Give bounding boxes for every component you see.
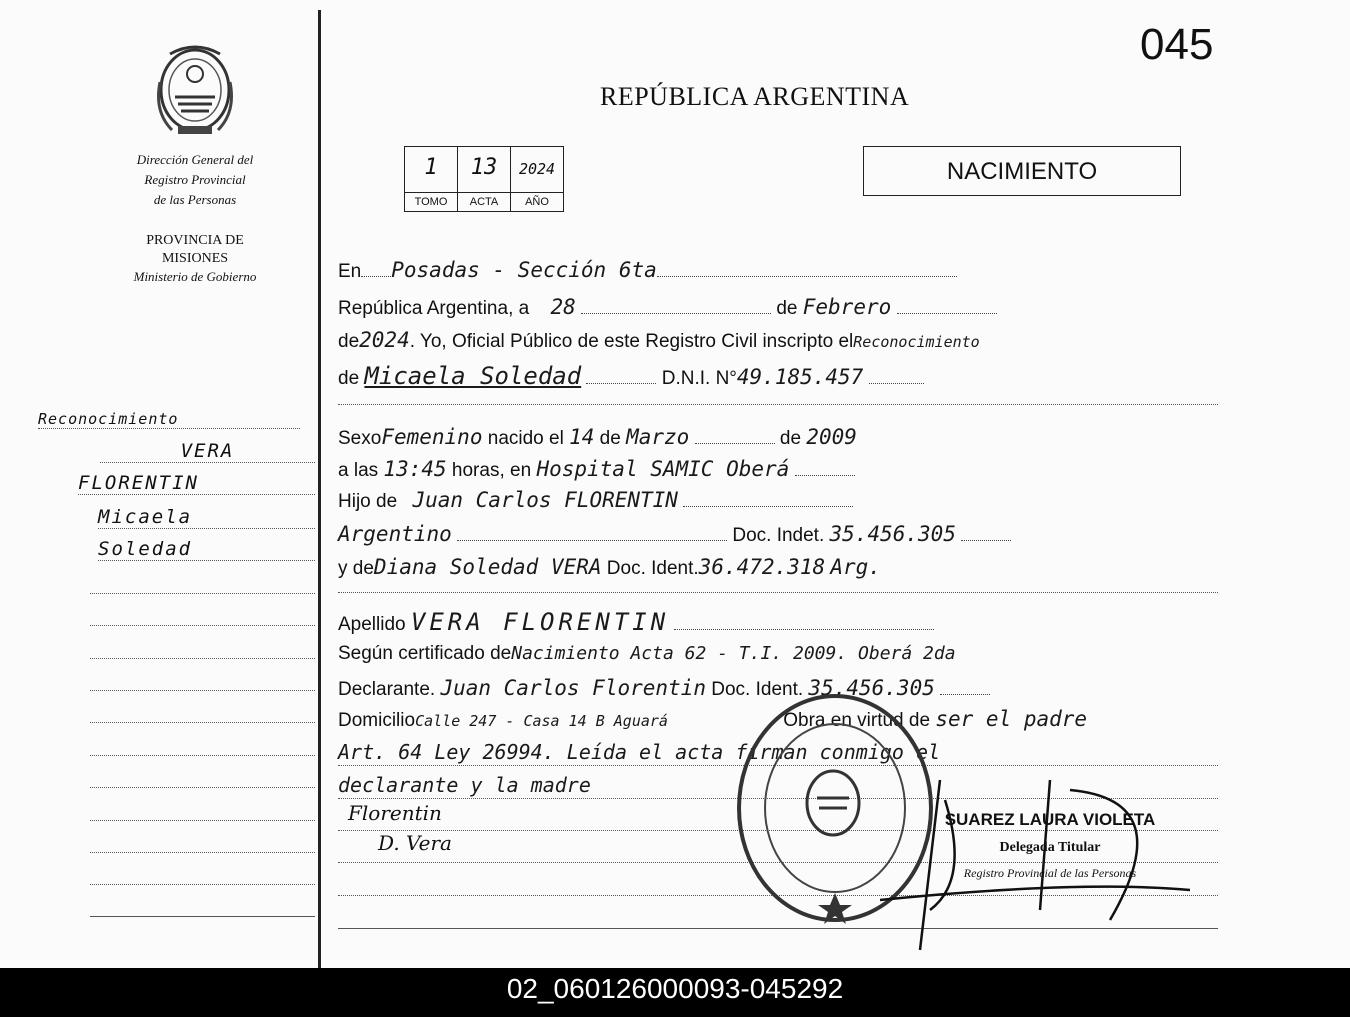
row-sexo	[338, 425, 857, 450]
apellido-value: VERA FLORENTIN	[410, 608, 670, 636]
org-line: Dirección General del	[136, 152, 254, 167]
margin-note: VERA	[100, 440, 315, 463]
body-dotted-line	[338, 404, 1218, 405]
nacido-label: nacido el	[487, 428, 564, 449]
row-father-doc	[338, 522, 1011, 547]
margin-dotted-line	[90, 593, 315, 594]
country-title: REPÚBLICA ARGENTINA	[600, 82, 910, 111]
birth-place: Hospital SAMIC Oberá	[536, 457, 790, 481]
tomo-value: 1	[424, 155, 438, 180]
birth-time: 13:45	[383, 457, 447, 481]
margin-dotted-line	[90, 755, 315, 756]
month-value: Febrero	[802, 295, 892, 319]
margin-dotted-line	[90, 787, 315, 788]
mother-doc: 36.472.318	[698, 555, 826, 579]
margin-dotted-line	[90, 625, 315, 626]
yo-text: . Yo, Oficial Público de este Registro Civil inscripto el	[409, 331, 854, 352]
scan-code-footer: 02_060126000093-045292	[0, 968, 1350, 1017]
doc-ident-label: Doc. Ident.	[606, 558, 699, 579]
sexo-value: Femenino	[381, 425, 483, 449]
provincial-seal-logo	[150, 42, 240, 138]
doc-indet-label: Doc. Indet.	[732, 525, 825, 546]
margin-dotted-line	[90, 722, 315, 723]
dni-value: 49.185.457	[736, 365, 864, 389]
org-line: de las Personas	[153, 192, 237, 207]
declarant-signature: Florentin	[348, 801, 442, 825]
declarante-doc: 35.456.305	[808, 676, 935, 700]
acta-cell	[458, 147, 511, 211]
mother-name: Diana Soledad VERA	[373, 555, 602, 579]
province-line: PROVINCIA DE	[146, 233, 244, 248]
alas-label: a las	[338, 460, 379, 481]
margin-note: Soledad	[98, 538, 315, 561]
segun-label: Según certificado de	[338, 643, 512, 664]
obra-label: Obra en virtud de	[783, 710, 931, 731]
body-dotted-line	[338, 592, 1218, 593]
official-org: Registro Provincial de las Personas	[963, 866, 1137, 880]
row-name	[338, 362, 924, 390]
birth-day: 14	[569, 425, 595, 449]
org-line: Registro Provincial	[144, 172, 246, 187]
de2-label: de	[338, 331, 360, 352]
name-value: Micaela Soledad	[364, 362, 582, 390]
father-name: Juan Carlos FLORENTIN	[412, 488, 678, 512]
declarante-value: Juan Carlos Florentin	[440, 676, 706, 700]
row-year	[338, 328, 980, 353]
domicilio-value: Calle 247 - Casa 14 B Aguará	[415, 712, 668, 730]
birth-year: 2009	[806, 425, 857, 449]
row-time	[338, 457, 855, 482]
de-label: de	[776, 298, 798, 319]
signatures	[348, 798, 452, 858]
de5-label: de	[779, 428, 802, 449]
notes-line-2: declarante y la madre	[338, 773, 591, 797]
row-apellido	[338, 608, 934, 636]
margin-note: FLORENTIN	[78, 472, 315, 495]
acta-label: ACTA	[458, 192, 510, 211]
anio-label: AÑO	[511, 192, 563, 211]
notes-line-1: Art. 64 Ley 26994. Leída el acta firman conmigo el	[338, 740, 941, 764]
official-role: Delegada Titular	[999, 840, 1101, 855]
row-certificado	[338, 643, 956, 665]
birth-month: Marzo	[626, 425, 690, 449]
margin-dotted-line	[90, 852, 315, 853]
anio-value: 2024	[518, 160, 556, 178]
province-block	[100, 232, 290, 286]
segun-value: Nacimiento Acta 62 - T.I. 2009. Oberá 2da	[511, 643, 956, 664]
row-date	[338, 295, 997, 320]
margin-note: Micaela	[98, 506, 315, 529]
margin-divider	[318, 10, 321, 968]
margin-dotted-line	[90, 884, 315, 885]
margin-dotted-line	[90, 916, 315, 917]
ministry-line: Ministerio de Gobierno	[133, 269, 257, 284]
tomo-cell	[405, 147, 458, 211]
yde-label: y de	[338, 558, 374, 579]
row-en	[338, 258, 957, 283]
org-name	[100, 150, 290, 210]
margin-dotted-line	[90, 690, 315, 691]
day-value: 28	[550, 295, 576, 319]
anio-cell	[511, 147, 563, 211]
inscripto-value: Reconocimiento	[853, 333, 980, 351]
en-value: Posadas - Sección 6ta	[391, 258, 657, 282]
margin-note: Reconocimiento	[38, 410, 300, 429]
year-value: 2024	[359, 328, 410, 352]
margin-dotted-line	[90, 820, 315, 821]
official-handwritten-signature	[880, 760, 1200, 960]
row-father	[338, 488, 853, 513]
record-number-table	[404, 146, 564, 212]
dni-label: D.N.I. N°	[661, 368, 737, 389]
obra-value: ser el padre	[935, 707, 1088, 731]
sexo-label: Sexo	[338, 428, 382, 449]
horas-label: horas, en	[451, 460, 532, 481]
father-nationality: Argentino	[338, 522, 452, 546]
domicilio-label: Domicilio	[338, 710, 416, 731]
row-domicilio	[338, 707, 1087, 732]
apellido-label: Apellido	[338, 614, 406, 635]
mother-nat: Arg.	[830, 555, 881, 579]
row-notes-2	[338, 773, 591, 798]
de4-label: de	[599, 428, 621, 449]
republica-label: República Argentina, a	[338, 298, 530, 319]
de3-label: de	[338, 368, 360, 389]
official-name: SUAREZ LAURA VIOLETA	[944, 810, 1156, 829]
declarante-label: Declarante.	[338, 679, 436, 700]
province-line: MISIONES	[161, 251, 229, 266]
hijo-label: Hijo de	[338, 491, 398, 512]
father-doc: 35.456.305	[829, 522, 956, 546]
margin-dotted-line	[90, 658, 315, 659]
en-label: En	[338, 261, 362, 282]
record-type-box: NACIMIENTO	[863, 146, 1181, 196]
mother-signature: D. Vera	[378, 831, 452, 855]
acta-value: 13	[470, 155, 498, 180]
tomo-label: TOMO	[405, 192, 457, 211]
doc-ident2-label: Doc. Ident.	[711, 679, 804, 700]
page-number: 045	[1140, 20, 1214, 69]
row-mother	[338, 555, 881, 580]
